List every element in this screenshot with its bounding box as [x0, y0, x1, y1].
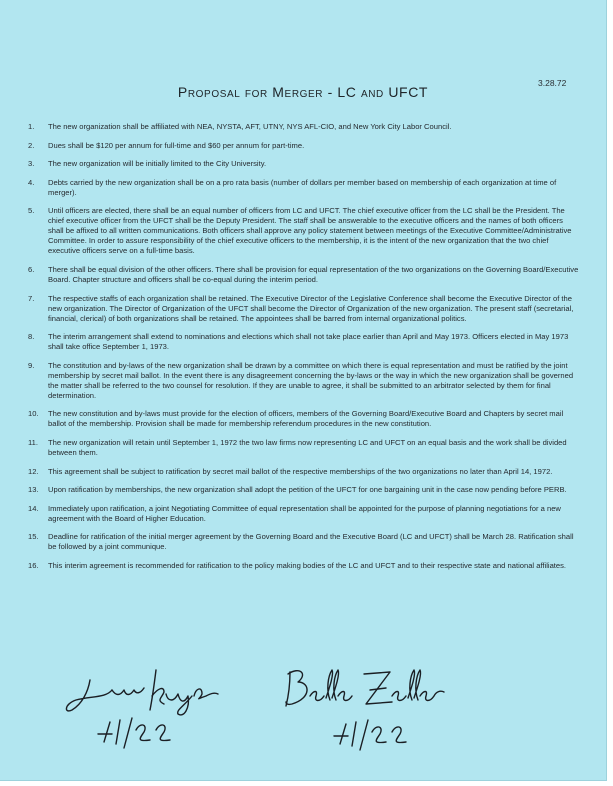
item-number: 7.: [28, 293, 35, 303]
item-number: 4.: [28, 177, 35, 187]
proposal-item: [28, 361, 580, 401]
item-text: Deadline for ratification of the initial merger agreement by the Governing Board and the Executive Board (LC and UFCT) shall be March 28. Ratification shall be followed by a joint communique.: [48, 532, 574, 552]
item-text: Upon ratification by memberships, the new organization shall adopt the petition of the UFCT for one bargaining unit in the case now pending before PERB.: [48, 485, 567, 495]
proposal-item: [28, 159, 580, 169]
item-text: The respective staffs of each organization shall be retained. The Executive Director of the Legislative Conference shall become the Executive Director of the new organization. The Director of Organization of the UFCT shall become the Director of Organization of the new organization. The present staff (secretarial, financial, clerical) of both organizations shall be retained. The appointees shall be barred from internal organizational politics.: [48, 293, 574, 323]
proposal-item: [28, 485, 580, 495]
item-number: 6.: [28, 264, 35, 274]
item-number: 15.: [28, 532, 39, 542]
item-text: This interim agreement is recommended for ratification to the policy making bodies of the LC and UFCT and to their respective state and national affiliates.: [48, 560, 567, 570]
proposal-item: [28, 467, 580, 477]
item-text: The constitution and by-laws of the new organization shall be drawn by a committee on which there is equal representation and must be ratified by the joint membership by secret mail ballot. In the event there is any disagreement concerning the by-laws or the way in which the new organization shall be governed the matter shall be referred to the two counsel for resolution. If they are unable to agree, it shall be submitted to an arbitrator selected by them for final determination.: [48, 360, 574, 400]
document-title: Proposal for Merger - LC and UFCT: [177, 84, 429, 100]
proposal-item: [28, 265, 580, 285]
item-text: Debts carried by the new organization shall be on a pro rata basis (number of dollars per member based on membership of each organization at time of merger).: [48, 177, 557, 197]
item-number: 13.: [28, 485, 39, 495]
proposal-item: [28, 332, 580, 352]
item-text: Dues shall be $120 per annum for full-time and $60 per annum for part-time.: [48, 140, 305, 150]
signature-zeller: [278, 660, 458, 760]
signature-kugler: [60, 660, 230, 760]
proposal-item: [28, 178, 580, 198]
item-number: 12.: [28, 466, 39, 476]
proposal-item: [28, 561, 580, 571]
item-number: 3.: [28, 159, 35, 169]
item-number: 9.: [28, 360, 35, 370]
item-text: The new constitution and by-laws must provide for the election of officers, members of the Governing Board/Executive Board and Chapters by secret mail ballot of the membership. Provision shall be made for membership referendum procedures in the new constitution.: [48, 409, 564, 429]
item-number: 8.: [28, 332, 35, 342]
item-text: Until officers are elected, there shall be an equal number of officers from LC and UFCT. The chief executive officer from the LC shall be the President. The chief executive officer from the UFCT shall be the Deputy President. The staff shall be answerable to the executive officers and the names of both officers shall be affixed to all written communications. Both officers shall approve any policy statement between meetings of the Executive Committee/Administrative Committee. In order to assure responsibility of the chief executive officers to the membership, it is the intent of the new organization that the two chief executive officers serve on a full-time basis.: [48, 206, 572, 256]
proposal-item: [28, 206, 580, 256]
proposal-item: [28, 294, 580, 324]
proposal-item: [28, 409, 580, 429]
item-text: This agreement shall be subject to ratification by secret mail ballot of the respective memberships of the two organizations no later than April 14, 1972.: [48, 466, 553, 476]
proposal-item: [28, 504, 580, 524]
item-number: 10.: [28, 409, 39, 419]
item-text: The new organization will be initially limited to the City University.: [48, 159, 267, 169]
document-date: 3.28.72: [538, 78, 567, 88]
item-text: The interim arrangement shall extend to nominations and elections which shall not take place earlier than April and May 1973. Officers elected in May 1973 shall take office September 1, 1973.: [48, 332, 569, 352]
item-text: There shall be equal division of the other officers. There shall be provision for equal representation of the two organizations on the Governing Board/Executive Board. Chapter structure and officers shall be co-equal during the interim period.: [48, 264, 579, 284]
proposal-item: [28, 532, 580, 552]
item-text: Immediately upon ratification, a joint Negotiating Committee of equal representation shall be appointed for the purpose of planning negotiations for a new agreement with the Board of Higher Education.: [48, 503, 561, 523]
item-number: 5.: [28, 206, 35, 216]
item-number: 1.: [28, 122, 35, 131]
item-text: The new organization shall be affiliated with NEA, NYSTA, AFT, UTNY, NYS AFL-CIO, and New York City Labor Council.: [48, 122, 452, 131]
proposal-items-list: [28, 122, 580, 580]
proposal-item: [28, 141, 580, 151]
item-number: 16.: [28, 560, 39, 570]
proposal-item: [28, 122, 580, 132]
item-number: 14.: [28, 503, 39, 513]
item-number: 11.: [28, 437, 38, 447]
item-number: 2.: [28, 140, 35, 150]
proposal-item: [28, 438, 580, 458]
item-text: The new organization will retain until September 1, 1972 the two law firms now representing LC and UFCT on an equal basis and the work shall be divided between them.: [48, 437, 567, 457]
